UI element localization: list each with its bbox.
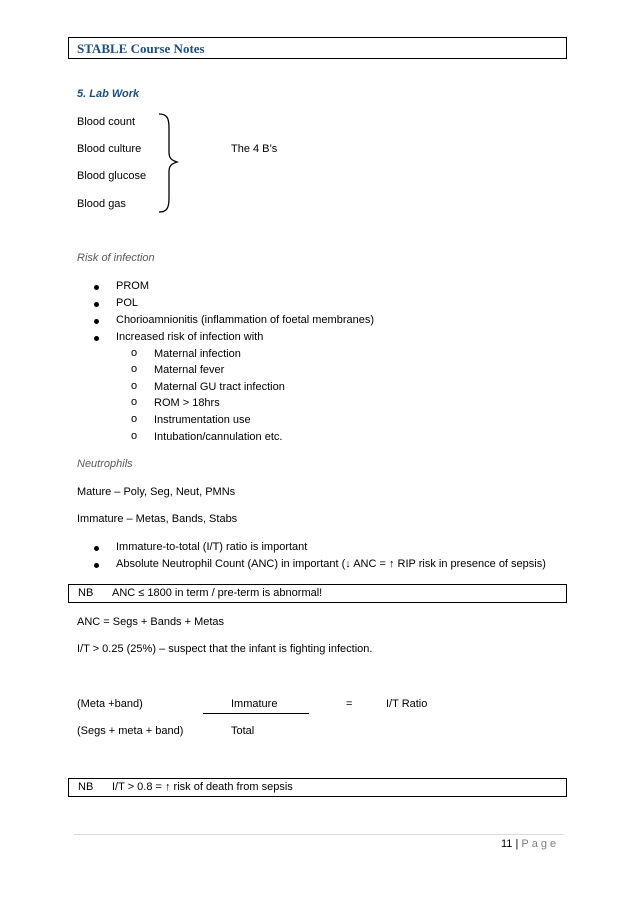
- lab-test-blood-glucose: Blood glucose: [77, 170, 147, 182]
- header-box: [68, 37, 567, 59]
- immature-line: Immature – Metas, Bands, Stabs: [77, 513, 238, 525]
- ratio-numerator-left: (Meta +band): [77, 698, 143, 710]
- risk-bullet: Chorioamnionitis (inflammation of foetal membranes): [116, 314, 374, 326]
- curly-brace: [155, 110, 185, 216]
- lab-test-blood-culture: Blood culture: [77, 143, 142, 155]
- page-footer: [501, 838, 559, 850]
- lab-test-blood-count: Blood count: [77, 116, 136, 128]
- neutrophil-bullet: Immature-to-total (I/T) ratio is important: [116, 541, 308, 553]
- mature-line: Mature – Poly, Seg, Neut, PMNs: [77, 486, 236, 498]
- page-separator: |: [515, 838, 519, 850]
- nb-text: I/T > 0.8 = ↑ risk of death from sepsis: [112, 781, 293, 793]
- risk-sub-bullet: o Intubation/cannulation etc.: [154, 431, 282, 443]
- risk-bullet: PROM: [116, 280, 149, 292]
- ratio-denominator: Total: [231, 725, 255, 737]
- risk-sub-bullet: o Maternal infection: [154, 348, 241, 360]
- it-threshold-text: I/T > 0.25 (25%) – suspect that the infant is fighting infection.: [77, 643, 373, 655]
- ratio-numerator: Immature: [231, 698, 278, 710]
- risk-bullet: POL: [116, 297, 139, 309]
- brace-label: The 4 B’s: [231, 143, 278, 155]
- risk-heading: Risk of infection: [77, 252, 155, 264]
- fraction-bar: [203, 713, 309, 714]
- document-title: STABLE Course Notes: [77, 41, 205, 56]
- ratio-equals: =: [346, 698, 353, 710]
- lab-test-blood-gas: Blood gas: [77, 198, 126, 210]
- footer-rule: [74, 834, 563, 835]
- risk-bullet: Increased risk of infection with: [116, 331, 264, 343]
- page-number: 11: [501, 838, 513, 850]
- nb-box-anc: [68, 584, 567, 603]
- risk-sub-bullet: o Maternal GU tract infection: [154, 381, 285, 393]
- nb-label: NB: [78, 587, 94, 599]
- page-word: Page: [521, 838, 560, 850]
- ratio-denominator-left: (Segs + meta + band): [77, 725, 184, 737]
- neutrophil-bullet: Absolute Neutrophil Count (ANC) in important (↓ ANC = ↑ RIP risk in presence of sepsis): [116, 558, 546, 570]
- neutrophils-heading: Neutrophils: [77, 458, 133, 470]
- section-title: 5. Lab Work: [77, 88, 140, 100]
- ratio-result: I/T Ratio: [386, 698, 428, 710]
- anc-formula: ANC = Segs + Bands + Metas: [77, 616, 225, 628]
- nb-text: ANC ≤ 1800 in term / pre-term is abnormal!: [112, 587, 323, 599]
- nb-label: NB: [78, 781, 94, 793]
- nb-box-it: [68, 778, 567, 797]
- risk-sub-bullet: o ROM > 18hrs: [154, 397, 220, 409]
- risk-sub-bullet: o Instrumentation use: [154, 414, 251, 426]
- risk-sub-bullet: o Maternal fever: [154, 364, 224, 376]
